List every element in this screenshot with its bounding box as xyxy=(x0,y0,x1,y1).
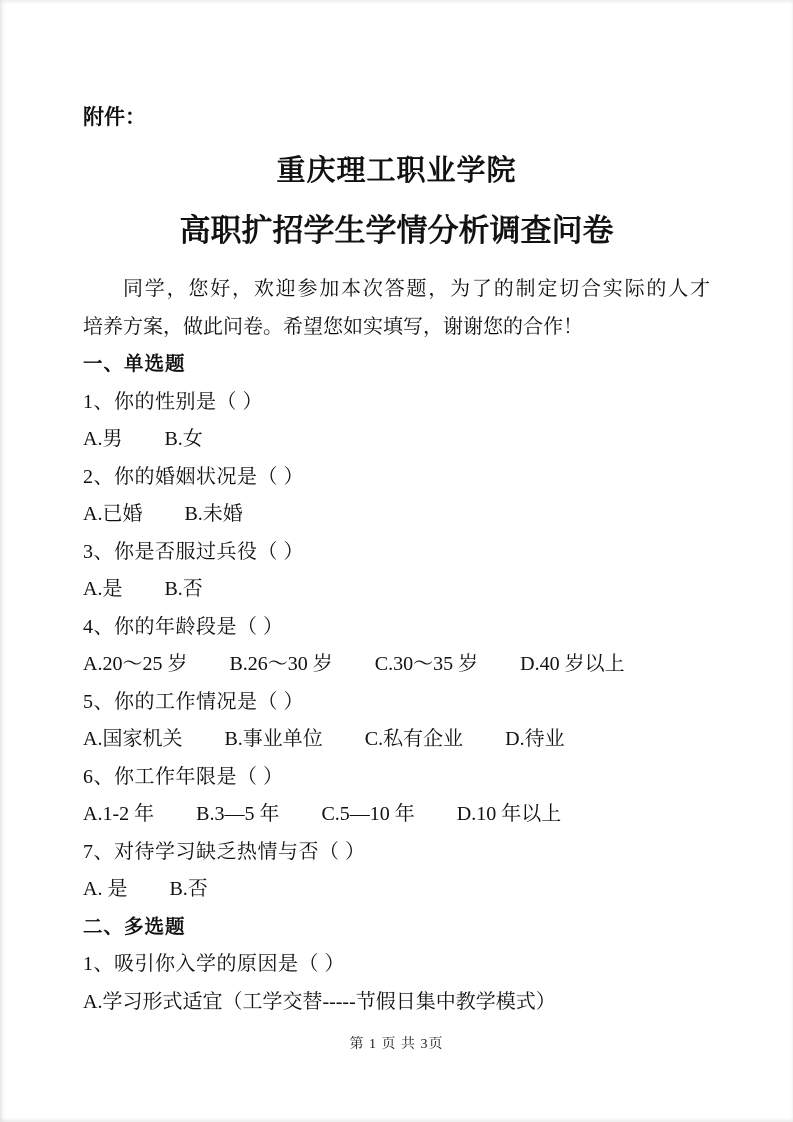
question-text: 1、你的性别是（ ） xyxy=(83,390,263,413)
option-item: A.是 xyxy=(83,578,123,600)
option-item: C.5—10 年 xyxy=(321,803,415,825)
option-item: B.3—5 年 xyxy=(196,803,280,825)
questionnaire-body xyxy=(83,346,710,1021)
option-item: B.女 xyxy=(164,428,203,450)
option-item: A.20～25 岁 xyxy=(83,653,188,675)
question-text: 3、你是否服过兵役（ ） xyxy=(83,540,304,563)
option-item: D.10 年以上 xyxy=(456,803,562,825)
option-item: C.私有企业 xyxy=(364,728,464,750)
question-text: 7、对待学习缺乏热情与否（ ） xyxy=(83,840,366,863)
option-item: D.待业 xyxy=(505,728,565,750)
option-row xyxy=(83,571,710,609)
intro-paragraph-line2: 培养方案，做此问卷。希望您如实填写，谢谢您的合作！ xyxy=(83,315,583,338)
question-text: 4、你的年龄段是（ ） xyxy=(83,615,284,638)
option-row xyxy=(83,871,710,909)
option-row xyxy=(83,721,710,759)
option-row xyxy=(83,984,710,1022)
question-text: 6、你工作年限是（ ） xyxy=(83,765,284,788)
document-subtitle: 高职扩招学生学情分析调查问卷 xyxy=(179,213,614,248)
option-item: B.未婚 xyxy=(184,503,243,525)
section-heading: 二、多选题 xyxy=(83,915,186,938)
document-title: 重庆理工职业学院 xyxy=(276,155,517,187)
attachment-label: 附件： xyxy=(83,105,146,129)
option-item: A.1-2 年 xyxy=(83,803,155,825)
option-row xyxy=(83,646,710,684)
option-item: B.否 xyxy=(169,878,208,900)
option-item: A.国家机关 xyxy=(83,728,183,750)
option-item: A.已婚 xyxy=(83,503,143,525)
question-text: 1、吸引你入学的原因是（ ） xyxy=(83,953,345,975)
section-heading: 一、单选题 xyxy=(83,353,186,375)
option-item: B.26～30 岁 xyxy=(229,653,333,675)
question-text: 2、你的婚姻状况是（ ） xyxy=(83,465,304,488)
questionnaire-section xyxy=(83,346,710,909)
option-item: A. 是 xyxy=(83,878,128,900)
option-row xyxy=(83,496,710,534)
question-text: 5、你的工作情况是（ ） xyxy=(83,690,304,713)
questionnaire-section xyxy=(83,909,710,1022)
option-item: A.学习形式适宜（工学交替-----节假日集中教学模式） xyxy=(83,990,556,1013)
option-row xyxy=(83,421,710,459)
option-item: B.否 xyxy=(164,578,203,600)
option-item: D.40 岁以上 xyxy=(520,653,625,675)
option-row xyxy=(83,796,710,834)
option-item: B.事业单位 xyxy=(224,728,323,750)
option-item: C.30～35 岁 xyxy=(374,653,479,675)
intro-paragraph-line1: 同学，您好，欢迎参加本次答题，为了的制定切合实际的人才 xyxy=(123,278,710,300)
intro-paragraph xyxy=(83,271,710,346)
option-item: A.男 xyxy=(83,428,123,450)
page-number: 第 1 页 共 3页 xyxy=(349,1037,444,1052)
